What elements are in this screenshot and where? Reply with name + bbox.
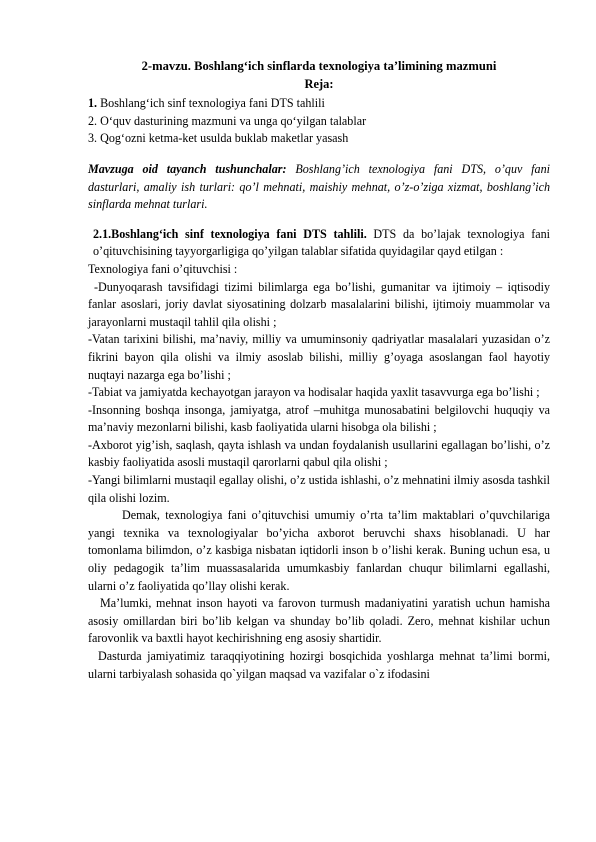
document-title: 2-mavzu. Boshlang‘ich sinflarda texnologiya ta’limining mazmuni — [141, 59, 497, 73]
plan-item-number: 3. — [88, 131, 98, 146]
requirement-item: -Yangi bilimlarni mustaqil egallay olishi, o’z ustida ishlashi, o’z mehnatini ilmiy asosda tashkil qila olishi lozim. — [88, 473, 550, 505]
key-concepts — [88, 161, 550, 214]
plan-item — [88, 130, 550, 148]
plan-item — [88, 95, 550, 113]
body-paragraph: Ma’lumki, mehnat inson hayoti va farovon turmush madaniyatini yaratish uchun hamisha asosiy omillardan biri bo’lib kelgan va shunday bo’lib qoladi. Zero, mehnat kishilar uchun farovonlik va baxtli hayot kechirishning eng asosiy shartidir. — [88, 596, 550, 646]
key-concepts-label: Mavzuga oid tayanch tushunchalar: — [88, 161, 287, 176]
plan-item-text: Boshlang‘ich sinf texnologiya fani DTS tahlili — [97, 96, 325, 111]
body-paragraph: Dasturda jamiyatimiz taraqqiyotining hozirgi bosqichida yoshlarga mehnat ta’limi bormi, ularni tarbiyalash sohasida qo`yilgan maqsad va vazifalar o`z ifodasini — [88, 649, 550, 681]
plan-item-text: O‘quv dasturining mazmuni va unga qo‘yilgan talablar — [97, 113, 367, 128]
plan-item-text: Qog‘ozni ketma-ket usulda buklab maketlar yasash — [97, 131, 349, 146]
plan-heading: Reja: — [304, 76, 334, 91]
key-concepts-text: Boshlang’ich texnologiya fani DTS, o’quv fani dasturlari, amaliy ish turlari: qo’l mehnati, maishiy mehnat, o’z-o’ziga xizmat, boshlang’ich sinflarda mehnat turlari. — [88, 161, 550, 212]
plan-item-number: 2. — [88, 113, 98, 128]
section-heading: 2.1.Boshlang‘ich sinf texnologiya fani DTS tahlili. — [93, 226, 367, 241]
section-intro — [93, 226, 550, 261]
plan-item-number: 1. — [88, 96, 98, 111]
body-paragraph: Demak, texnologiya fani o’qituvchisi umumiy o’rta ta’lim maktablari o’quvchilariga yangi texnika va texnologiyalar bo’yicha axborot beruvchi shaxs hisoblanadi. U har tomonlama bilimdon, o’z kasbiga nisbatan iqtidorli inson b o’lishi kerak. Buning uchun esa, u oliy pedagogik ta’lim muassasalarida umumkasbiy fanlardan chuqur bilimlarni egallashi, ularni o’z faoliyatida qo’llay olishi kerak. — [88, 508, 550, 593]
requirement-item: -Axborot yig’ish, saqlash, qayta ishlash va undan foydalanish usullarini egallagan bo’lishi, o’z kasbiy faoliyatida asosli mustaqil qarorlarni qabul qila olishi ; — [88, 437, 550, 470]
plan-item — [88, 113, 550, 131]
requirement-item: -Tabiat va jamiyatda kechayotgan jarayon va hodisalar haqida yaxlit tasavvurga ega bo’lishi ; — [88, 385, 540, 400]
requirement-item: -Insonning boshqa insonga, jamiyatga, atrof –muhitga munosabatini belgilovchi huquqiy va ma’naviy mezonlarni bilishi, kasb faoliyatida ularni hisobga ola bilishi ; — [88, 402, 550, 435]
teacher-label: Texnologiya fani o’qituvchisi : — [88, 261, 238, 276]
section-intro-text: DTS da bo’lajak texnologiya fani o’qituvchisining tayyorgarligiga qo’yilgan talablar sifatida quyidagilar qayd etilgan : — [93, 226, 551, 259]
requirement-item: -Dunyoqarash tavsifidagi tizimi bilimlarga ega bo’lishi, gumanitar va ijtimoiy – iqtisodiy fanlar asoslari, joriy davlat siyosatining dolzarb masalalarini bilishi, ijtimoiy muammolar va jarayonlarni mustaqil tahlil qila olishi ; — [88, 279, 550, 329]
requirement-item: -Vatan tarixini bilishi, ma’naviy, milliy va umuminsoniy qadriyatlar masalalari yuzasidan o’z fikrini bayon qila olishi va ilmiy asoslab bilishi, milliy g’oyaga asoslangan faol hayotiy nuqtayi nazarga ega bo’lishi ; — [88, 332, 550, 382]
